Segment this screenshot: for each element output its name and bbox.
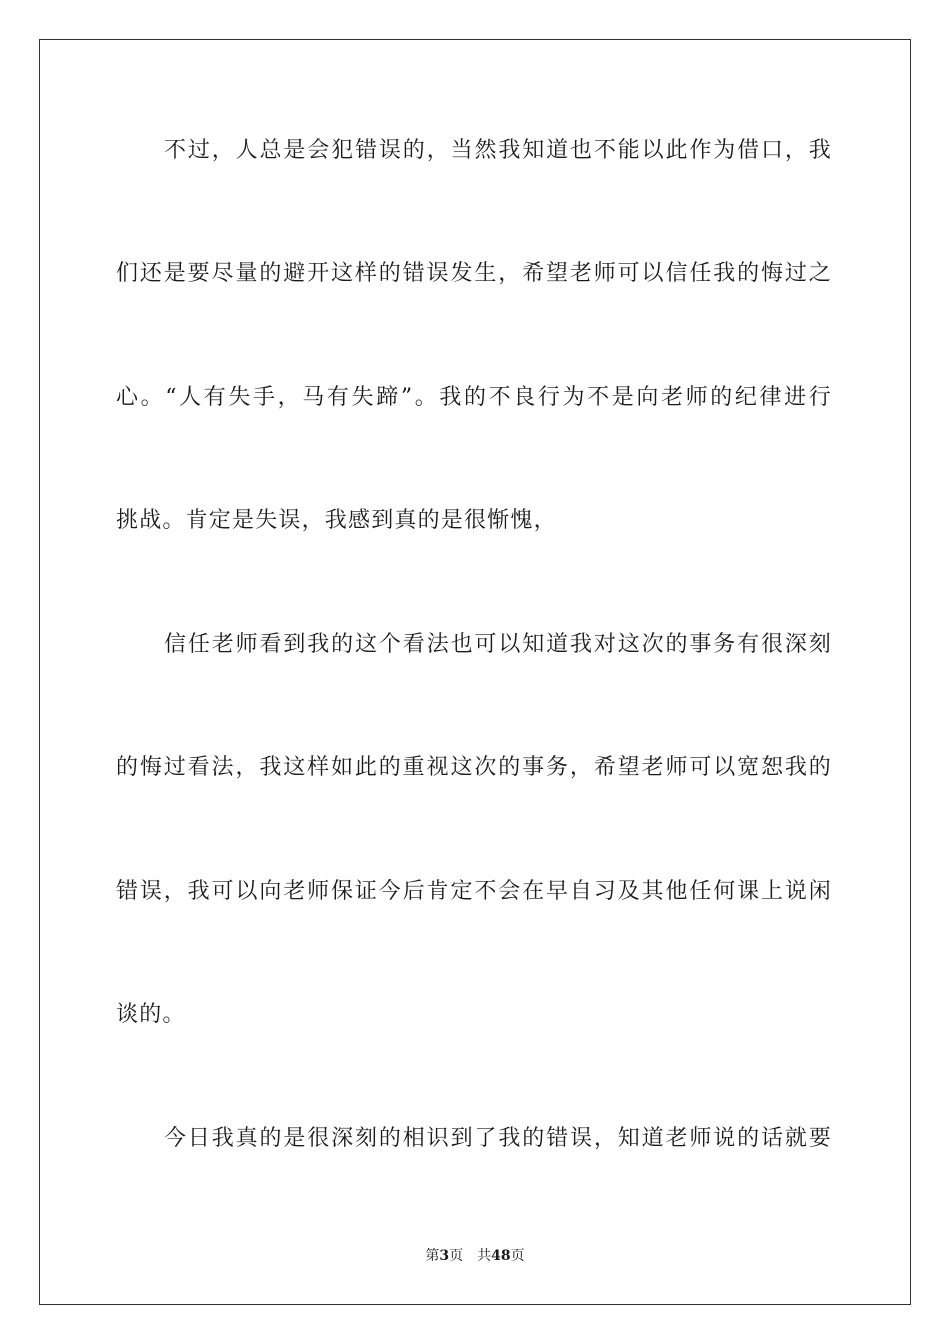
paragraph-1-line-1: 不过，人总是会犯错误的，当然我知道也不能以此作为借口，我 [164,138,832,163]
page-suffix: 页 [449,1248,464,1264]
paragraph-1-line-2: 们还是要尽量的避开这样的错误发生，希望老师可以信任我的悔过之 [116,261,832,286]
paragraph-1-line-3: 心。“人有失手，马有失蹄”。我的不良行为不是向老师的纪律进行 [116,385,832,410]
paragraph-1-line-4: 挑战。肯定是失误，我感到真的是很惭愧， [116,508,557,533]
total-pages: 48 [491,1248,511,1264]
total-suffix: 页 [510,1248,525,1264]
page-footer [0,1247,950,1265]
paragraph-2-line-3: 错误，我可以向老师保证今后肯定不会在早自习及其他任何课上说闲 [116,879,832,904]
page-number: 3 [439,1248,450,1264]
paragraph-2-line-4: 谈的。 [116,1002,186,1027]
page-prefix: 第 [425,1248,440,1264]
total-prefix: 共 [477,1248,492,1264]
paragraph-3-line-1: 今日我真的是很深刻的相识到了我的错误，知道老师说的话就要 [164,1126,832,1151]
page-border [39,39,911,1305]
paragraph-2-line-1: 信任老师看到我的这个看法也可以知道我对这次的事务有很深刻 [164,632,832,657]
paragraph-2-line-2: 的悔过看法，我这样如此的重视这次的事务，希望老师可以宽恕我的 [116,755,832,780]
